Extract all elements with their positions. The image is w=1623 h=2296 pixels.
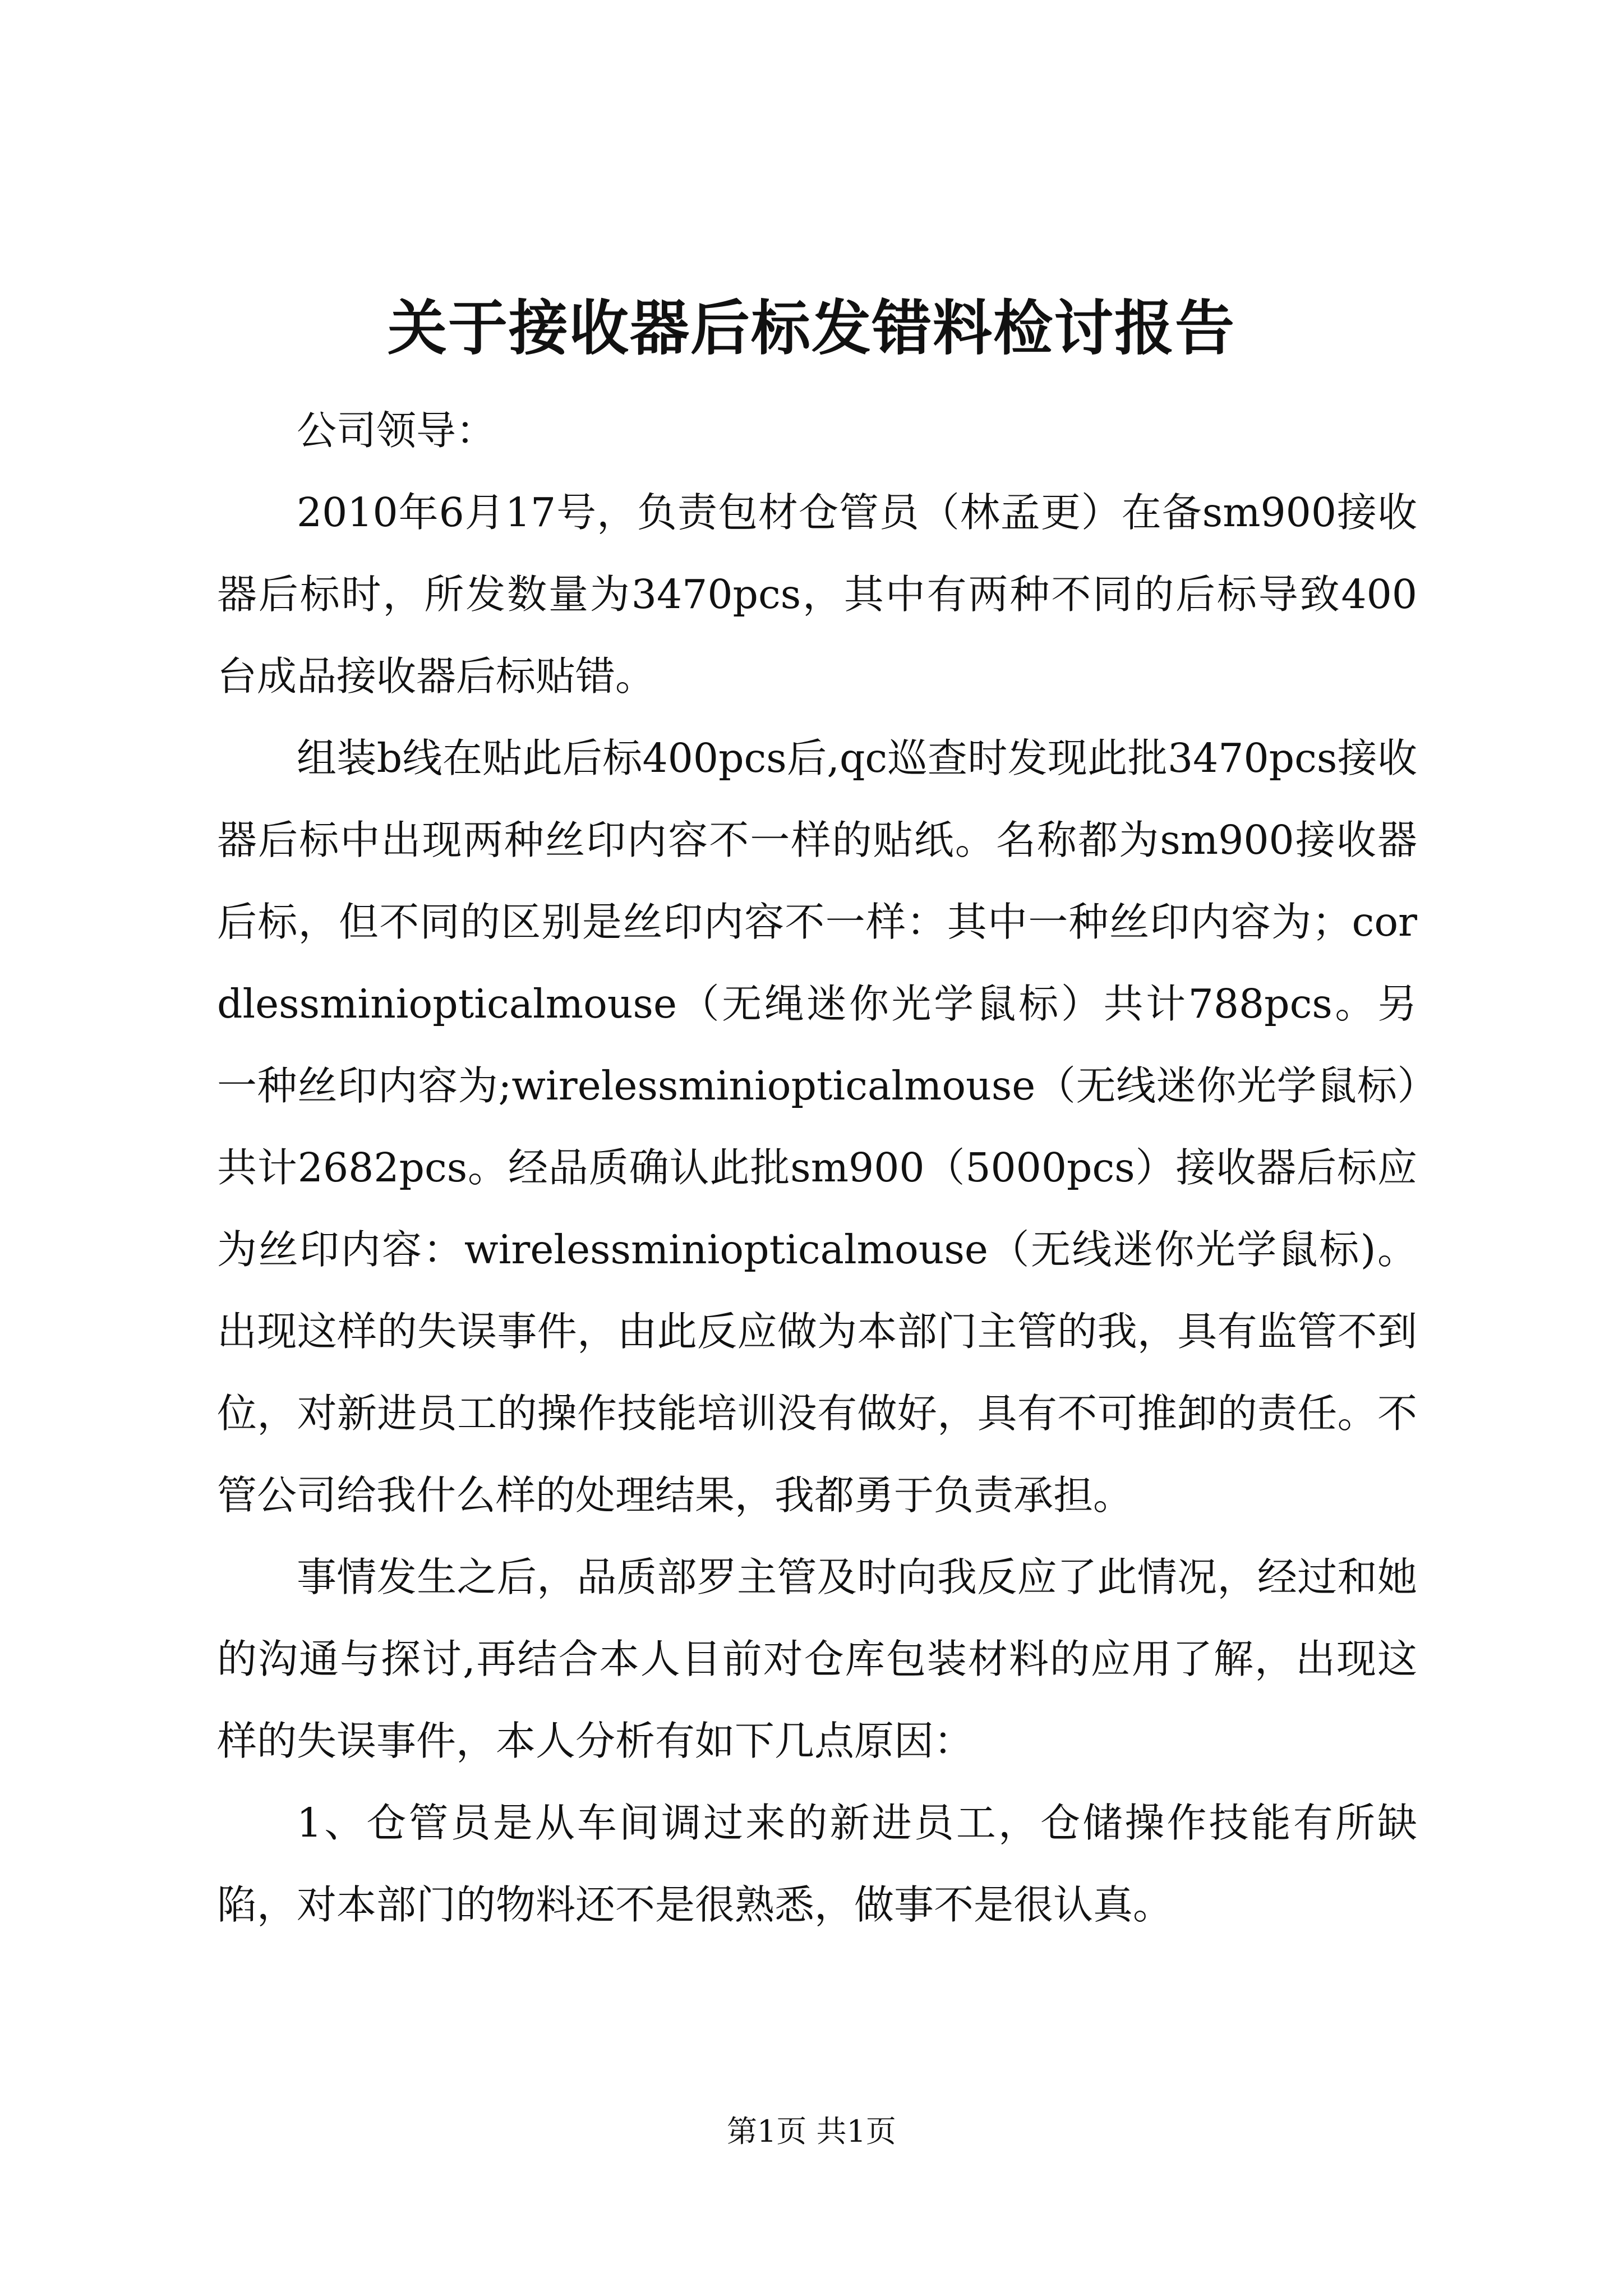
document-body bbox=[217, 390, 1417, 1946]
paragraph-discovery: 组装b线在贴此后标400pcs后,qc巡查时发现此批3470pcs接收器后标中出现两种丝印内容不一样的贴纸。名称都为sm900接收器后标，但不同的区别是丝印内容不一样：其中一种丝印内容为；cordlessminiopticalmouse（无绳迷你光学鼠标）共计788pcs。另一种丝印内容为;wirelessminiopticalmouse（无线迷你光学鼠标）共计2682pcs。经品质确认此批sm900（5000pcs）接收器后标应为丝印内容：wirelessminiopticalmouse（无线迷你光学鼠标)。出现这样的失误事件，由此反应做为本部门主管的我，具有监管不到位，对新进员工的操作技能培训没有做好，具有不可推卸的责任。不管公司给我什么样的处理结果，我都勇于负责承担。 bbox=[217, 735, 1417, 1519]
salutation: 公司领导： bbox=[297, 407, 496, 454]
paragraph-analysis: 事情发生之后，品质部罗主管及时向我反应了此情况，经过和她的沟通与探讨,再结合本人目前对仓库包装材料的应用了解，出现这样的失误事件，本人分析有如下几点原因： bbox=[217, 1554, 1417, 1764]
paragraph-cause-1: 1、仓管员是从车间调过来的新进员工，仓储操作技能有所缺陷，对本部门的物料还不是很熟悉，做事不是很认真。 bbox=[217, 1800, 1417, 1928]
document-title: 关于接收器后标发错料检讨报告 bbox=[388, 293, 1235, 363]
paragraph-incident: 2010年6月17号，负责包材仓管员（林孟更）在备sm900接收器后标时，所发数量为3470pcs，其中有两种不同的后标导致400台成品接收器后标贴错。 bbox=[217, 489, 1417, 700]
page-footer: 第1页 共1页 bbox=[727, 2114, 896, 2149]
